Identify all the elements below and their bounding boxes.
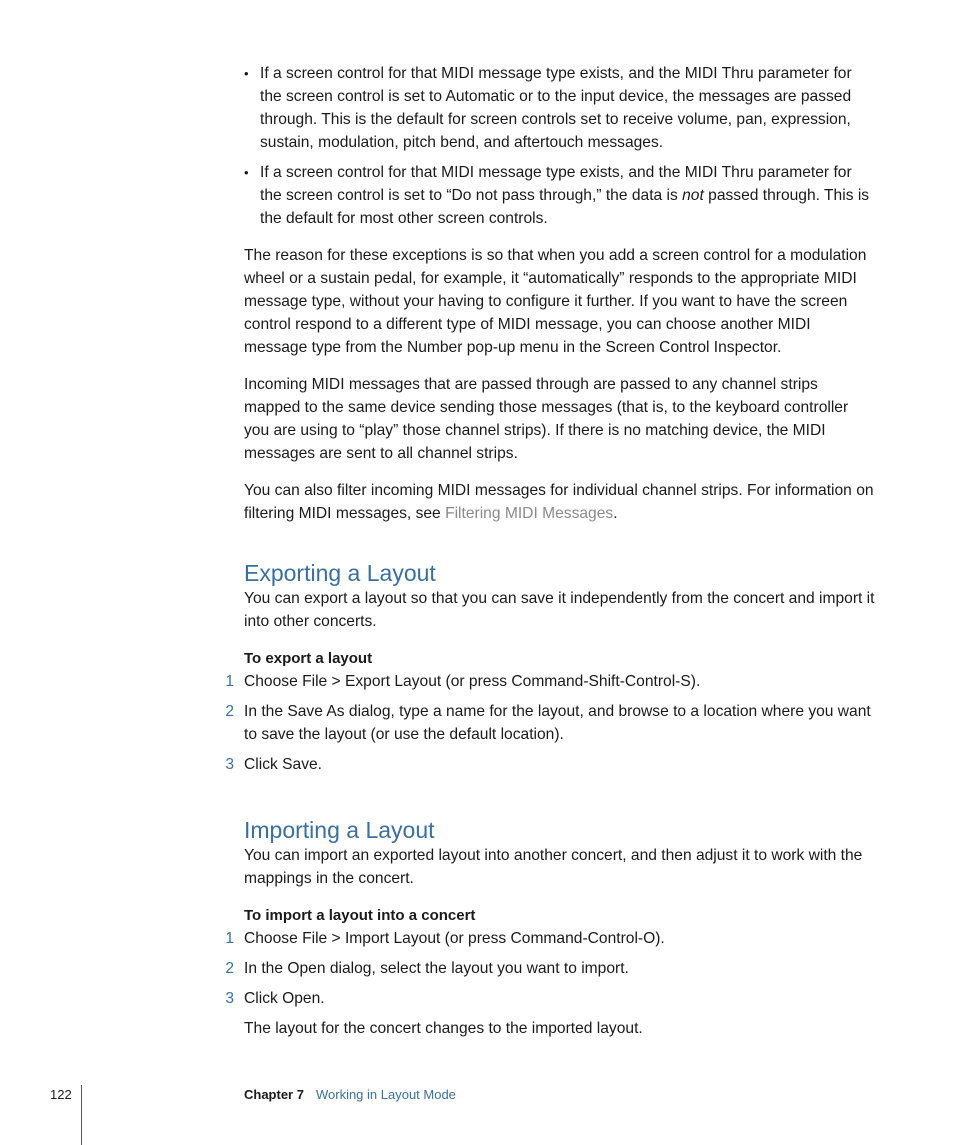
bullet-symbol: • bbox=[244, 66, 249, 81]
import-intro: You can import an exported layout into another concert, and then adjust it to work with the mappings in the concert. bbox=[244, 847, 863, 887]
step-text: Click Save. bbox=[244, 756, 322, 773]
step-number: 3 bbox=[225, 990, 234, 1007]
chapter-label: Chapter 7 bbox=[244, 1087, 304, 1102]
export-task-title: To export a layout bbox=[244, 650, 373, 667]
bullet-text-after: passed through. This is the default for most other screen controls. bbox=[260, 187, 870, 227]
bullet-emphasis: not bbox=[682, 187, 704, 204]
footer-divider bbox=[81, 1085, 82, 1145]
page-content bbox=[225, 62, 876, 1040]
export-steps bbox=[225, 670, 876, 776]
step-number: 1 bbox=[225, 673, 234, 690]
step-number: 2 bbox=[225, 960, 234, 977]
import-heading: Importing a Layout bbox=[244, 817, 435, 843]
export-heading: Exporting a Layout bbox=[244, 560, 436, 586]
step-text: In the Open dialog, select the layout you want to import. bbox=[244, 960, 629, 977]
bullet-list bbox=[244, 62, 876, 230]
step-text: Choose File > Import Layout (or press Command-Control-O). bbox=[244, 930, 665, 947]
page-number: 122 bbox=[50, 1087, 72, 1102]
export-intro: You can export a layout so that you can save it independently from the concert and import it into other concerts. bbox=[244, 590, 875, 630]
step-number: 1 bbox=[225, 930, 234, 947]
import-result: The layout for the concert changes to the imported layout. bbox=[244, 1020, 643, 1037]
step-number: 3 bbox=[225, 756, 234, 773]
body-paragraph: The reason for these exceptions is so that when you add a screen control for a modulation wheel or a sustain pedal, for example, it “automatically” responds to the appropriate MIDI message type, without your having to configure it further. If you want to have the screen control respond to a different type of MIDI message, you can choose another MIDI message type from the Number pop-up menu in the Screen Control Inspector. bbox=[244, 247, 867, 356]
filter-text-before: You can also filter incoming MIDI messages for individual channel strips. For information on filtering MIDI messages, see bbox=[244, 482, 874, 522]
chapter-footer bbox=[244, 1085, 456, 1105]
filtering-midi-link[interactable]: Filtering MIDI Messages bbox=[445, 505, 614, 522]
step-item bbox=[225, 700, 876, 746]
filter-paragraph bbox=[244, 479, 876, 525]
step-item bbox=[225, 957, 876, 980]
bullet-item bbox=[244, 62, 876, 154]
step-item bbox=[225, 987, 876, 1010]
step-item bbox=[225, 670, 876, 693]
bullet-text-before: If a screen control for that MIDI message type exists, and the MIDI Thru parameter for the screen control is set to “Do not pass through,” the data is bbox=[260, 164, 852, 204]
import-steps bbox=[225, 927, 876, 1010]
step-number: 2 bbox=[225, 703, 234, 720]
step-text: In the Save As dialog, type a name for the layout, and browse to a location where you want to save the layout (or use the default location). bbox=[244, 703, 871, 743]
bullet-item bbox=[244, 161, 876, 230]
body-paragraph: Incoming MIDI messages that are passed through are passed to any channel strips mapped to the same device sending those messages (that is, to the keyboard controller you are using to “play” those channel strips). If there is no matching device, the MIDI messages are sent to all channel strips. bbox=[244, 376, 849, 462]
bullet-symbol: • bbox=[244, 165, 249, 180]
step-text: Choose File > Export Layout (or press Command-Shift-Control-S). bbox=[244, 673, 701, 690]
step-text: Click Open. bbox=[244, 990, 325, 1007]
import-task-title: To import a layout into a concert bbox=[244, 907, 476, 924]
step-item bbox=[225, 927, 876, 950]
filter-text-after: . bbox=[613, 505, 618, 522]
bullet-text: If a screen control for that MIDI message type exists, and the MIDI Thru parameter for the screen control is set to Automatic or to the input device, the messages are passed through. This is the default for screen controls set to receive volume, pan, expression, sustain, modulation, pitch bend, and aftertouch messages. bbox=[260, 65, 852, 151]
step-item bbox=[225, 753, 876, 776]
chapter-title-link[interactable]: Working in Layout Mode bbox=[315, 1087, 456, 1102]
